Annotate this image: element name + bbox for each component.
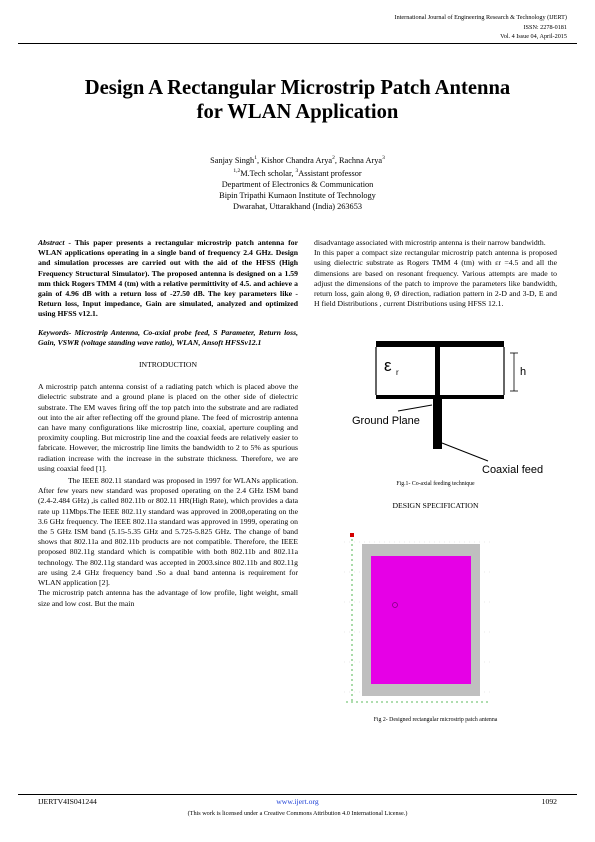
keywords: Keywords- Microstrip Antenna, Co-axial probe feed, S Parameter, Return loss, Gain, VSWR (voltage standing wave ratio), WLAN, Ansoft HFSSv12.1: [38, 327, 298, 347]
intro-paragraph-1: A microstrip patch antenna consist of a radiating patch which is placed above the dielectric substrate and a ground plane is placed on the other side of dielectric substrate. The EM waves firing off the top patch into the substrate and are radiated out into the air after reflecting off the ground plane. The feed of microstrip antenna can have many configurations like microstrip line, coaxial, aperture coupling and proximity coupling. But microstrip line and the coaxial feeds are relatively easier to fabricate. However, the microstrip line limits the bandwidth to 2 to 5% as spurious radiation increase with the increase in the substrate thickness. Therefore, we are using coaxial feed [1].: [38, 382, 298, 473]
author-addr: Dwarahat, Uttarakhand (India) 263653: [232, 201, 362, 211]
abstract-lead: Abstract: [38, 238, 65, 247]
axis-origin-marker: [350, 533, 354, 537]
license-note: (This work is licensed under a Creative Commons Attribution 4.0 International License.): [187, 810, 408, 817]
author-3-sup: 3: [382, 155, 385, 161]
role-text: M.Tech scholar,: [240, 168, 296, 178]
author-1-sup: 1: [254, 155, 257, 161]
radiating-patch: [371, 556, 471, 684]
intro-heading: INTRODUCTION: [138, 360, 198, 370]
author-inst: Bipin Tripathi Kumaon Institute of Technology: [219, 190, 376, 200]
title-line-1: Design A Rectangular Microstrip Patch Antenna: [84, 77, 511, 99]
paper-title: [20, 76, 575, 124]
footer-rule: [18, 794, 577, 795]
ground-plane-bar: [376, 395, 504, 399]
journal-volume: Vol. 4 Issue 04, April-2015: [500, 33, 567, 40]
author-2: , Kishor Chandra Arya: [256, 155, 333, 165]
figure-1-caption: Fig.1- Co-axial feeding technique: [396, 481, 475, 487]
role-sup: 1,2: [233, 167, 241, 174]
intro-paragraph-2: The IEEE 802.11 standard was proposed in 1997 for WLANs application. After few years new standard was proposed operating on the 2.4 GHz ISM band (2.4-2.484 GHz) ,is called 802.11b or 802.11 HR(High Rate), which provides a data rate up 11Mbps.The IEEE 802.11y standard was approved in 2008,operating on the 3.6 GHz frequency. The IEEE 802.11a standard was approved in 1999, operating on the 5 GHz ISM band (5.15-5.35 GHz and 5.725-5.825 GHz. The change of band shows that 802.11a and 802.11b products are not compatible. Therefore, the IEEE proposed 802.11g standard which is compatible with both 802.11b and 802.11a technology. The 802.11g standard was accepted in 2003.since 802.11b and 802.11g are using 2.4 GHz frequency band .So a dual band antenna is requirement for WLAN application [2].: [38, 476, 298, 588]
label-epsilon-sub: r: [396, 368, 399, 377]
label-h: h: [520, 366, 527, 378]
author-2-sup: 2: [332, 155, 335, 161]
right-column: [314, 238, 557, 309]
journal-url-link[interactable]: www.ijert.org: [276, 797, 319, 806]
title-line-2: for WLAN Application: [196, 101, 399, 123]
figure-coaxial-feed: [346, 339, 544, 481]
label-coaxial-feed: Coaxial feed: [482, 464, 544, 476]
author-block: [0, 153, 595, 212]
design-spec-heading: DESIGN SPECIFICATION: [392, 501, 479, 510]
author-dept: Department of Electronics & Communication: [221, 179, 374, 189]
author-1: Sanjay Singh: [210, 155, 255, 165]
journal-header: [395, 13, 567, 42]
feed-probe: [435, 347, 440, 395]
author-roles: [0, 166, 595, 179]
role-sup-2: 3: [295, 167, 299, 174]
abstract-text: - This paper presents a rectangular microstrip patch antenna for WLAN applications operating in a single band of frequency 2.4 GHz. Design and simulation processes are carried out with the aid of the HFSS (High Frequency Structural Simulator). The proposed antenna is designed on a 1.59 mm thick Rogers TMM 4 (tm) with a relative permittivity of 4.5. and achieve a gain of 4.96 dB with a return loss of -27.50 dB. The key parameters like -Return loss, Input impedance, Gain are simulated, analyzed and optimized using HFSS v12.1.: [38, 238, 298, 319]
label-ground-plane: Ground Plane: [352, 415, 420, 427]
right-paragraph-2: In this paper a compact size rectangular microstrip patch antenna is proposed using dielectric substrate as Rogers TMM 4 (tm) with εr =4.5 and all the dimensions are based on resonant frequency. Various attempts are made to adjust the dimensions of the patch to improve the parameters like bandwidth, return loss, gain along θ, Ø direction, radiation pattern in 2-D and 3-D, E and H field Distributions , current Distributions using HFSS 12.1.: [314, 248, 557, 309]
page-number: 1092: [541, 797, 557, 806]
intro-paragraph-3: The microstrip patch antenna has the advantage of low profile, light weight, small size and low cost. But the main: [38, 588, 298, 608]
role-text-2: Assistant professor: [298, 168, 362, 178]
journal-name: International Journal of Engineering Research & Technology (IJERT): [394, 14, 567, 21]
header-rule: [18, 43, 577, 44]
figure-2-caption: Fig 2- Designed rectangular microstrip patch antenna: [373, 717, 498, 723]
ground-pointer: [398, 405, 432, 411]
author-3: , Rachna Arya: [334, 155, 383, 165]
patch-bar: [376, 341, 504, 347]
left-column: [38, 238, 298, 609]
right-paragraph-1: disadvantage associated with microstrip antenna is their narrow bandwidth.: [314, 238, 546, 247]
figure-designed-patch: [344, 532, 492, 710]
coax-connector: [433, 399, 442, 449]
journal-issn: ISSN: 2278-0181: [523, 23, 567, 31]
label-epsilon: ε: [384, 356, 392, 375]
abstract: [38, 238, 298, 320]
coax-pointer: [442, 443, 488, 461]
paper-id: IJERTV4IS041244: [38, 797, 97, 806]
author-names: [0, 153, 595, 166]
